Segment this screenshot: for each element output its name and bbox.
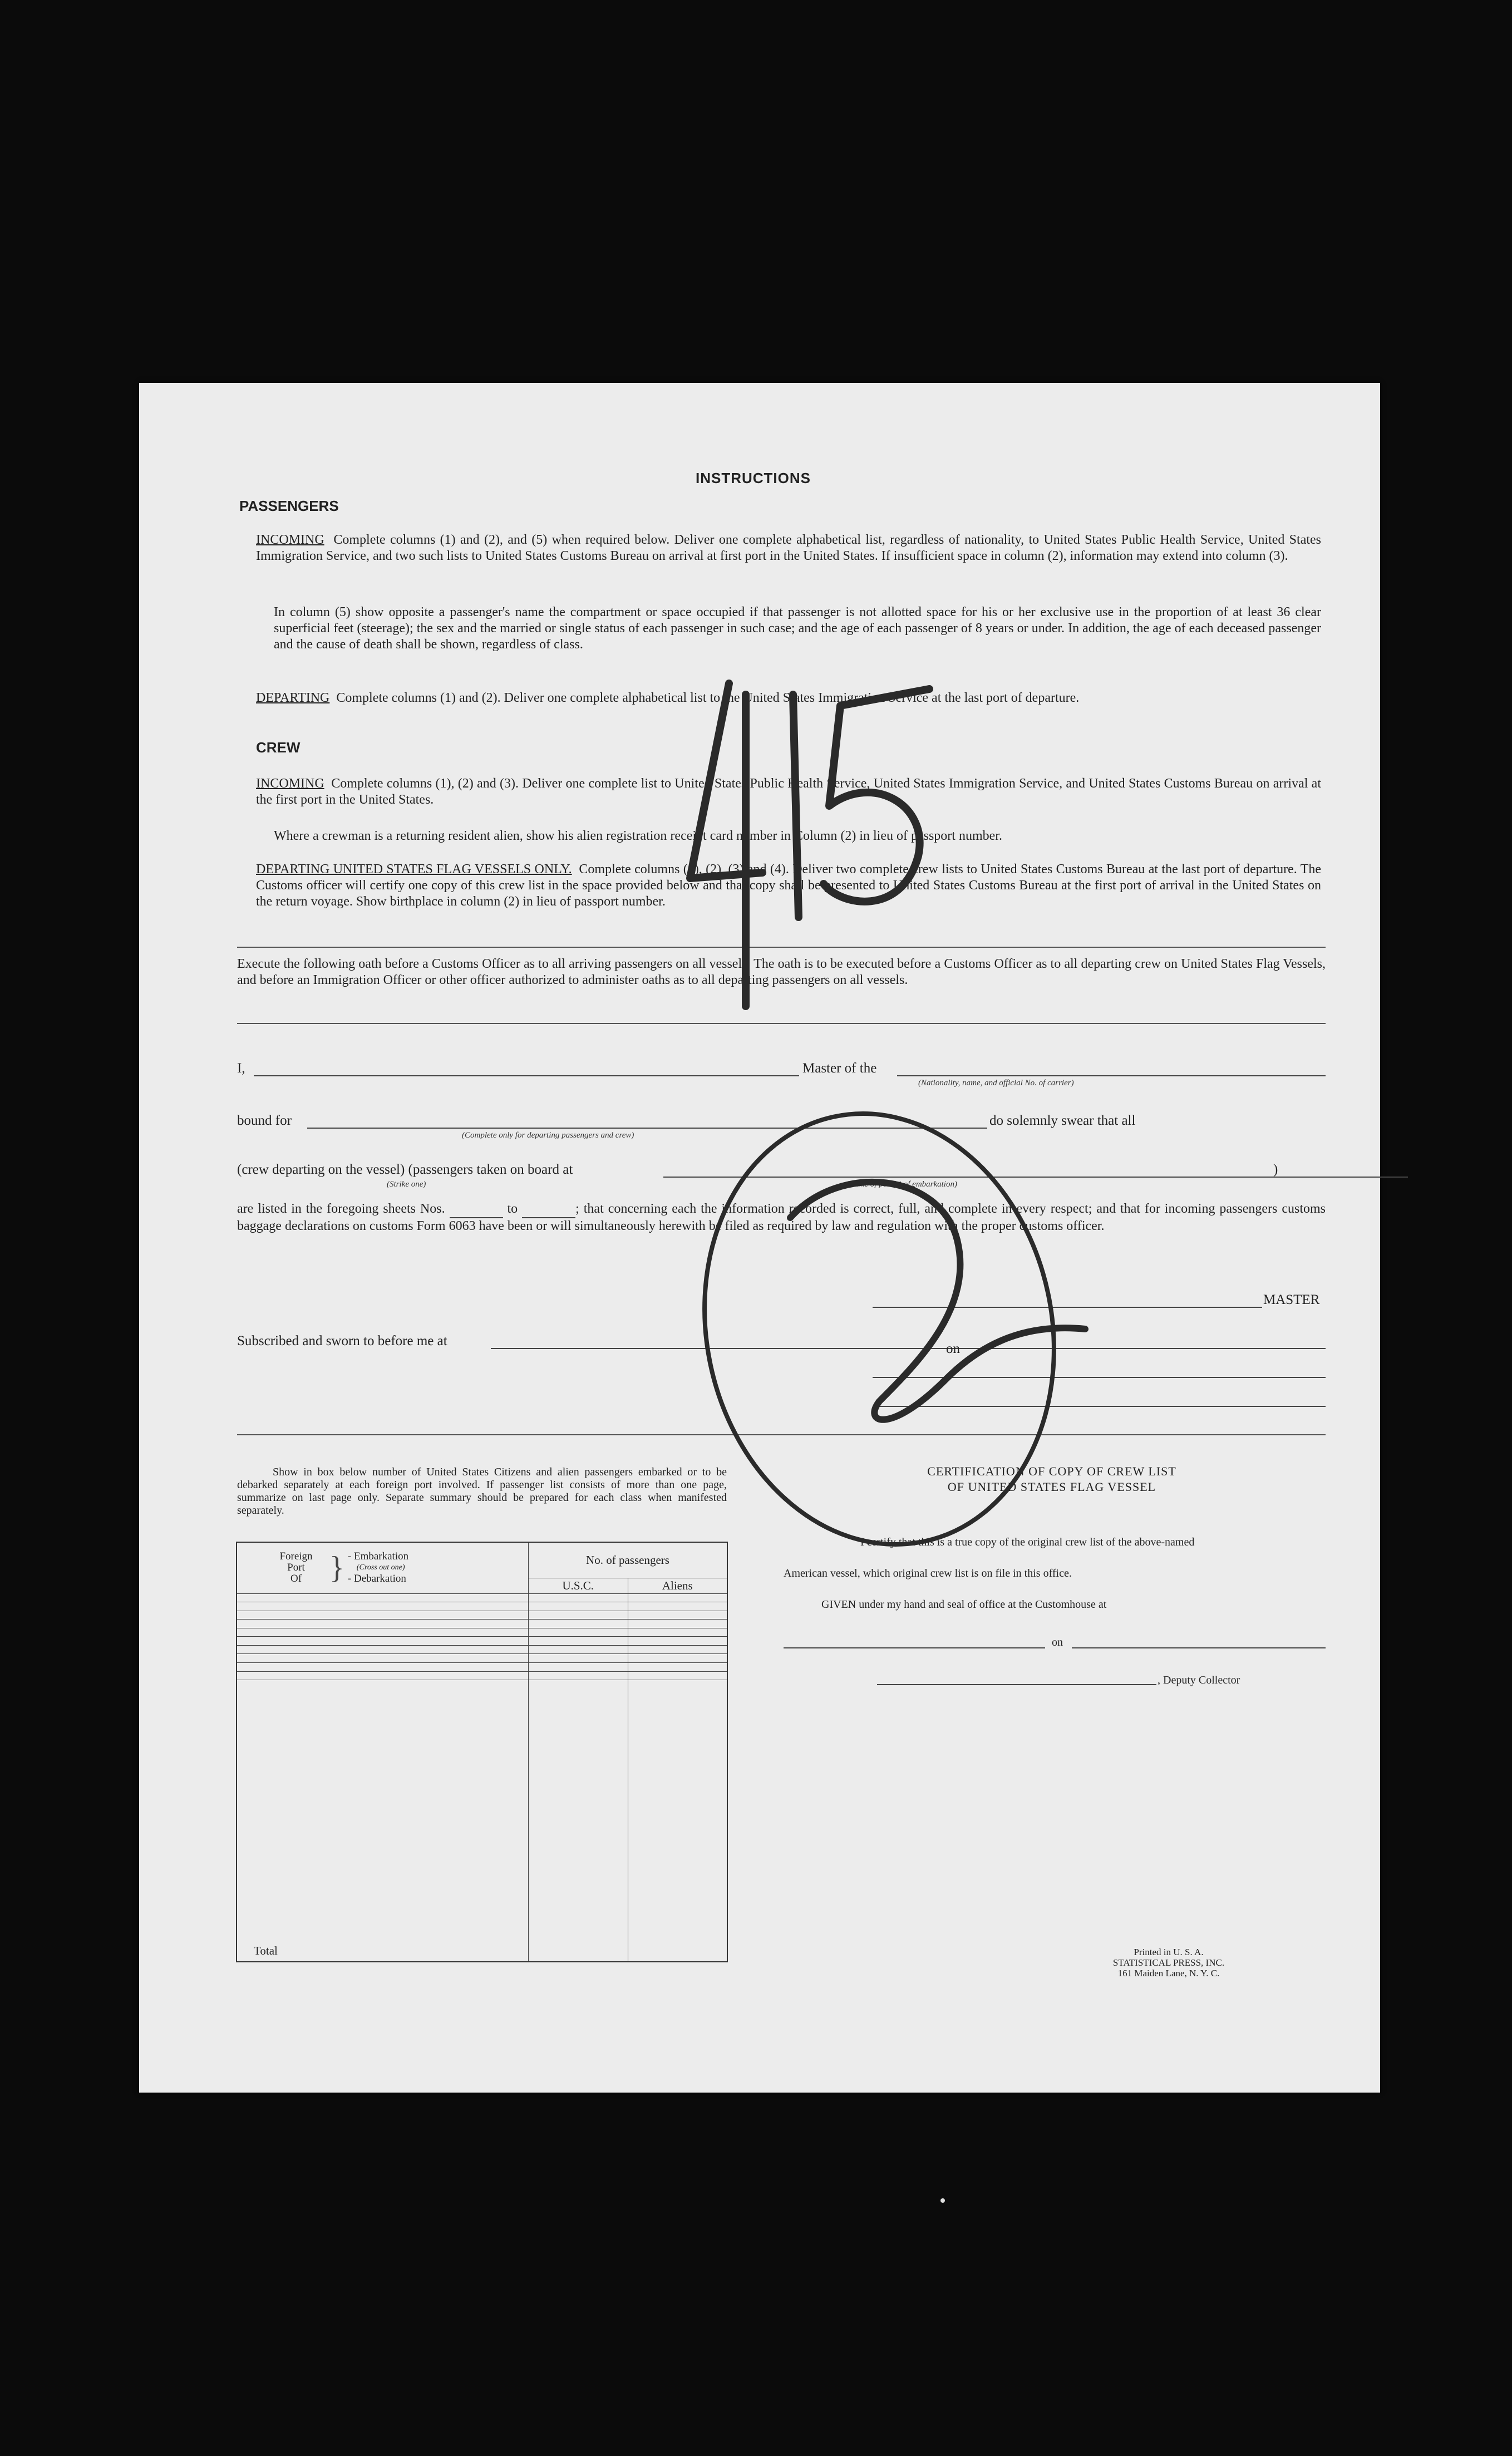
- total-label: Total: [237, 1680, 528, 1962]
- cert-title-line-1: CERTIFICATION OF COPY OF CREW LIST: [927, 1464, 1176, 1478]
- crew-incoming-paragraph: [256, 776, 1321, 808]
- speck: [940, 2198, 945, 2203]
- printer-line-2: STATISTICAL PRESS, INC.: [1112, 1957, 1225, 1968]
- master-of-label: Master of the: [802, 1061, 877, 1076]
- sheet-to-field[interactable]: [522, 1201, 575, 1218]
- of-word: Of: [290, 1573, 302, 1585]
- table-row[interactable]: [237, 1663, 727, 1672]
- crew-departing-paragraph: [256, 862, 1321, 910]
- passenger-summary-table: [236, 1542, 728, 1962]
- table-row[interactable]: [237, 1628, 727, 1637]
- nationality-note: (Nationality, name, and official No. of carrier): [918, 1079, 1074, 1087]
- cert-text-2: American vessel, which original crew list is on file in this office.: [784, 1567, 1072, 1579]
- crew-incoming-label: INCOMING: [256, 776, 324, 791]
- crew-departing-label: DEPARTING UNITED STATES FLAG VESSELS ONLY.: [256, 862, 572, 877]
- table-row[interactable]: [237, 1593, 727, 1602]
- embark-options: [348, 1551, 408, 1584]
- table-row[interactable]: [237, 1620, 727, 1628]
- certification-title: [874, 1464, 1230, 1495]
- table-row[interactable]: [237, 1611, 727, 1620]
- port-word: Port: [287, 1562, 305, 1574]
- sheet-from-field[interactable]: [450, 1201, 503, 1218]
- oath-instructions: Execute the following oath before a Customs Officer as to all arriving passengers on all vessels. The oath is to be executed before a Customs Officer as to all departing crew on United States Flag Vessels, and before an Immigration Officer or other officer authorized to administer oaths as to all departing passengers on all vessels.: [237, 957, 1326, 987]
- oath-option-line: [237, 1162, 573, 1178]
- customhouse-field[interactable]: [784, 1647, 1045, 1648]
- table-row[interactable]: [237, 1637, 727, 1646]
- bound-note: (Complete only for departing passengers and crew): [462, 1131, 634, 1140]
- swear-label: do solemnly swear that all: [989, 1113, 1136, 1128]
- on-label: on: [946, 1341, 960, 1356]
- total-row[interactable]: [237, 1680, 727, 1962]
- close-paren: ): [1273, 1162, 1278, 1177]
- document-page: [139, 383, 1380, 2093]
- embarkation-option: - Embarkation: [347, 1551, 409, 1563]
- crew-heading: CREW: [256, 739, 301, 756]
- divider: [237, 947, 1326, 948]
- bound-for-label: bound for: [237, 1113, 292, 1128]
- foreign-port-label: [263, 1551, 329, 1584]
- destination-field[interactable]: [307, 1128, 987, 1129]
- subscribed-label: Subscribed and sworn to before me at: [237, 1333, 447, 1348]
- officer-signature-field[interactable]: [873, 1377, 1326, 1378]
- debarkation-option: - Debarkation: [347, 1573, 406, 1585]
- instructions-title: INSTRUCTIONS: [696, 470, 811, 486]
- printer-line-1: Printed in U. S. A.: [1134, 1947, 1204, 1957]
- no-passengers-header: No. of passengers: [528, 1542, 727, 1578]
- divider: [237, 1434, 1326, 1435]
- deputy-collector-text: Deputy Collector: [1163, 1674, 1240, 1686]
- brace-icon: }: [329, 1551, 344, 1586]
- deputy-collector-label: , Deputy Collector: [1158, 1674, 1240, 1686]
- aliens-header: Aliens: [628, 1578, 727, 1593]
- departing-text: Complete columns (1) and (2). Deliver one complete alphabetical list to the United States Immigration Service at the last port of departure.: [336, 691, 1080, 705]
- printer-line-3: 161 Maiden Lane, N. Y. C.: [1117, 1968, 1220, 1978]
- oath-i-label: I,: [237, 1061, 245, 1076]
- incoming-text: Complete columns (1) and (2), and (5) when required below. Deliver one complete alphabetical list, regardless of nationality, to United States Public Health Service, United States Immigration Service, and two such lists to United States Customs Bureau on arrival at first port in the United States. If insufficient space in column (2), information may extend into column (3).: [256, 533, 1322, 563]
- foreign-word: Foreign: [279, 1551, 313, 1563]
- usc-header: U.S.C.: [528, 1578, 628, 1593]
- circle-mark: [666, 1081, 1094, 1577]
- box-instructions: Show in box below number of United States Citizens and alien passengers embarked or to be debarked separately at each foreign port involved. If passenger list consists of more than one page, summarize on last page only. Separate summary should be prepared for each class when manifested separately.: [237, 1466, 727, 1517]
- table-row[interactable]: [237, 1671, 727, 1680]
- master-label: MASTER: [1263, 1292, 1320, 1307]
- sheets-text: ; that concerning each the information recorded is correct, full, and complete in every respect; and that for incoming passengers customs baggage declarations on customs Form 6063 have been or will simultaneously herewith be filed as required by law and regulation with the proper customs officer.: [237, 1202, 1326, 1233]
- cert-on-label: on: [1052, 1636, 1063, 1648]
- cert-text-3: GIVEN under my hand and seal of office at the Customhouse at: [821, 1598, 1107, 1611]
- cert-date-field[interactable]: [1072, 1647, 1326, 1648]
- departing-paragraph: [256, 690, 1321, 706]
- deputy-signature-field[interactable]: [877, 1684, 1156, 1685]
- incoming-paragraph: [256, 532, 1321, 564]
- table-row[interactable]: [237, 1602, 727, 1611]
- foreign-port-header: [237, 1542, 528, 1593]
- departing-label: DEPARTING: [256, 691, 330, 705]
- cert-text-1: I certify that this is a true copy of the original crew list of the above-named: [860, 1536, 1195, 1548]
- column-5-paragraph: In column (5) show opposite a passenger's name the compartment or space occupied if that passenger is not allotted space for his or her exclusive use in the proportion of at least 36 clear superficial feet (steerage); the sex and the married or single status of each passenger in such case; and the age of each passenger of 8 years or under. In addition, the age of each deceased passenger and the cause of death shall be shown, regardless of class.: [274, 605, 1321, 652]
- crew-departing-option: (crew departing on the vessel): [237, 1162, 405, 1177]
- divider: [237, 1023, 1326, 1024]
- table-row[interactable]: [237, 1645, 727, 1654]
- passengers-heading: PASSENGERS: [239, 498, 339, 514]
- sheets-to-label: to: [507, 1202, 518, 1216]
- passengers-taken-option: (passengers taken on board at: [408, 1162, 573, 1177]
- master-signature-field[interactable]: [873, 1307, 1262, 1308]
- port-note: (Name of port(s) of embarkation): [846, 1180, 957, 1189]
- master-name-field[interactable]: [254, 1075, 799, 1076]
- incoming-label: INCOMING: [256, 533, 324, 547]
- crew-departing-text: Complete columns (1), (2), (3) and (4). Deliver two complete crew lists to United States Customs Bureau at the last port of departure. The Customs officer will certify one copy of this crew list in the space provided below and that copy shall be presented to United States Customs Bureau at the first port of arrival in the United States on the return voyage. Show birthplace in column (2) in lieu of passport number.: [256, 862, 1322, 909]
- embarkation-port-field[interactable]: [663, 1177, 1408, 1178]
- sheets-label: are listed in the foregoing sheets Nos.: [237, 1202, 445, 1216]
- cross-out-note: (Cross out one): [356, 1563, 405, 1572]
- cert-title-line-2: OF UNITED STATES FLAG VESSEL: [947, 1480, 1156, 1494]
- oath-sheets-paragraph: [237, 1201, 1326, 1234]
- subscribed-place-field[interactable]: [491, 1348, 1326, 1349]
- table-row[interactable]: [237, 1654, 727, 1663]
- strike-note: (Strike one): [387, 1180, 426, 1189]
- officer-title-field[interactable]: [873, 1406, 1326, 1407]
- carrier-field[interactable]: [897, 1075, 1326, 1076]
- printer-imprint: [1085, 1947, 1252, 1978]
- crew-incoming-text: Complete columns (1), (2) and (3). Deliver one complete list to United States Public Health Service, United States Immigration Service, and United States Customs Bureau on arrival at the first port in the United States.: [256, 776, 1322, 807]
- crew-resident-paragraph: Where a crewman is a returning resident alien, show his alien registration receipt card number in Column (2) in lieu of passport number.: [274, 829, 1002, 843]
